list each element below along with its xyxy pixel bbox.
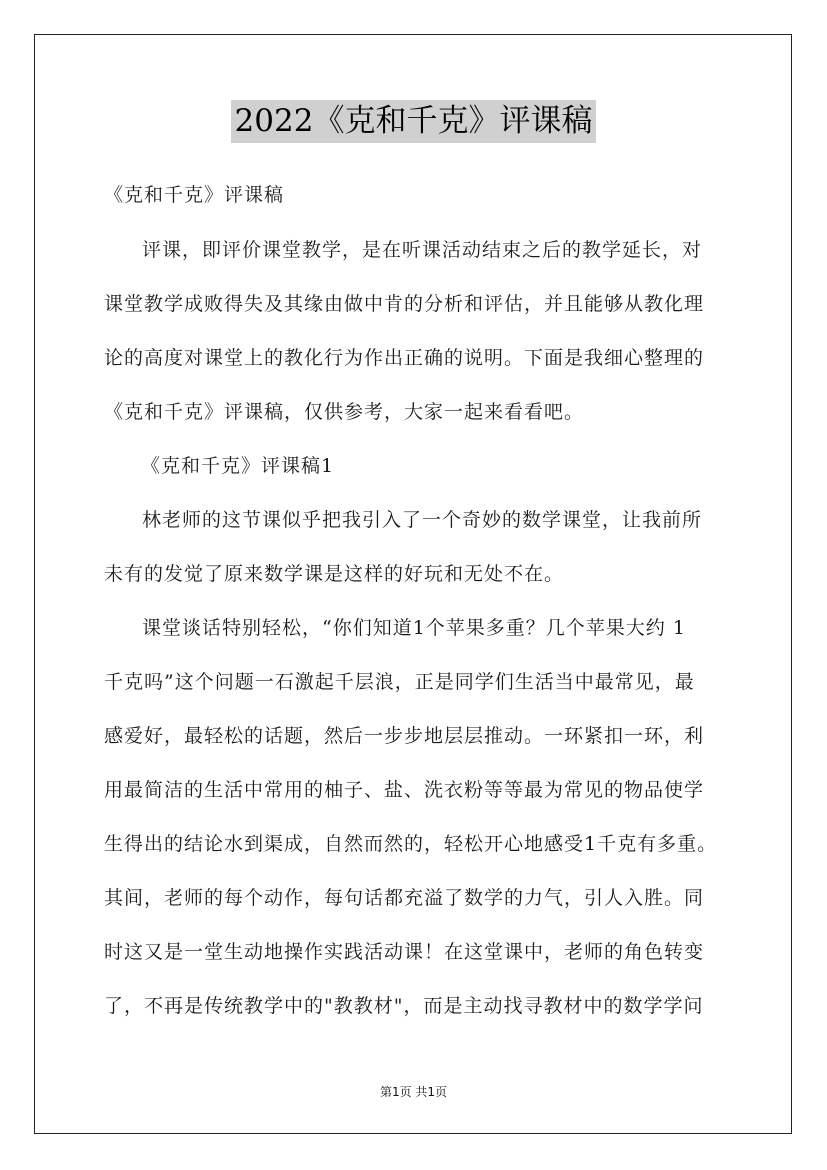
intro-line: 评课，即评价课堂教学，是在听课活动结束之后的教学延长，对 bbox=[142, 239, 703, 261]
section-heading: 《克和千克》评课稿1 bbox=[141, 455, 335, 477]
paragraph-line: 生得出的结论水到渠成，自然而然的，轻松开心地感受1千克有多重。 bbox=[104, 833, 718, 855]
paragraph-line: 林老师的这节课似乎把我引入了一个奇妙的数学课堂，让我前所 bbox=[142, 509, 703, 531]
intro-line: 《克和千克》评课稿，仅供参考，大家一起来看看吧。 bbox=[104, 401, 585, 423]
paragraph-line: 了，不再是传统教学中的"教教材"，而是主动找寻教材中的数学学问 bbox=[104, 995, 704, 1017]
document-title-text: 2022《克和千克》评课稿 bbox=[231, 100, 597, 143]
page-footer: 第1页 共1页 bbox=[379, 1085, 448, 1099]
paragraph-line: 未有的发觉了原来数学课是这样的好玩和无处不在。 bbox=[104, 563, 565, 585]
intro-line: 课堂教学成败得失及其缘由做中肯的分析和评估，并且能够从教化理 bbox=[104, 293, 705, 315]
paragraph-2 bbox=[104, 502, 744, 610]
document-title bbox=[0, 100, 827, 143]
paragraph-line: 时这又是一堂生动地操作实践活动课！在这堂课中，老师的角色转变 bbox=[104, 941, 705, 963]
paragraph-line: 其间，老师的每个动作，每句话都充溢了数学的力气，引人入胜。同 bbox=[104, 887, 705, 909]
document-subtitle: 《克和千克》评课稿 bbox=[104, 184, 285, 206]
paragraph-line: 用最简洁的生活中常用的柚子、盐、洗衣粉等等最为常见的物品使学 bbox=[104, 779, 705, 801]
intro-paragraph bbox=[104, 232, 744, 448]
paragraph-3 bbox=[104, 610, 744, 1042]
intro-line: 论的高度对课堂上的教化行为作出正确的说明。下面是我细心整理的 bbox=[104, 347, 705, 369]
paragraph-line: 感爱好，最轻松的话题，然后一步步地层层推动。一环紧扣一环，利 bbox=[104, 725, 705, 747]
paragraph-line: 课堂谈话特别轻松，“你们知道1个苹果多重？几个苹果大约 1 bbox=[142, 617, 686, 639]
paragraph-line: 千克吗”这个问题一石激起千层浪，正是同学们生活当中最常见，最 bbox=[104, 671, 695, 693]
